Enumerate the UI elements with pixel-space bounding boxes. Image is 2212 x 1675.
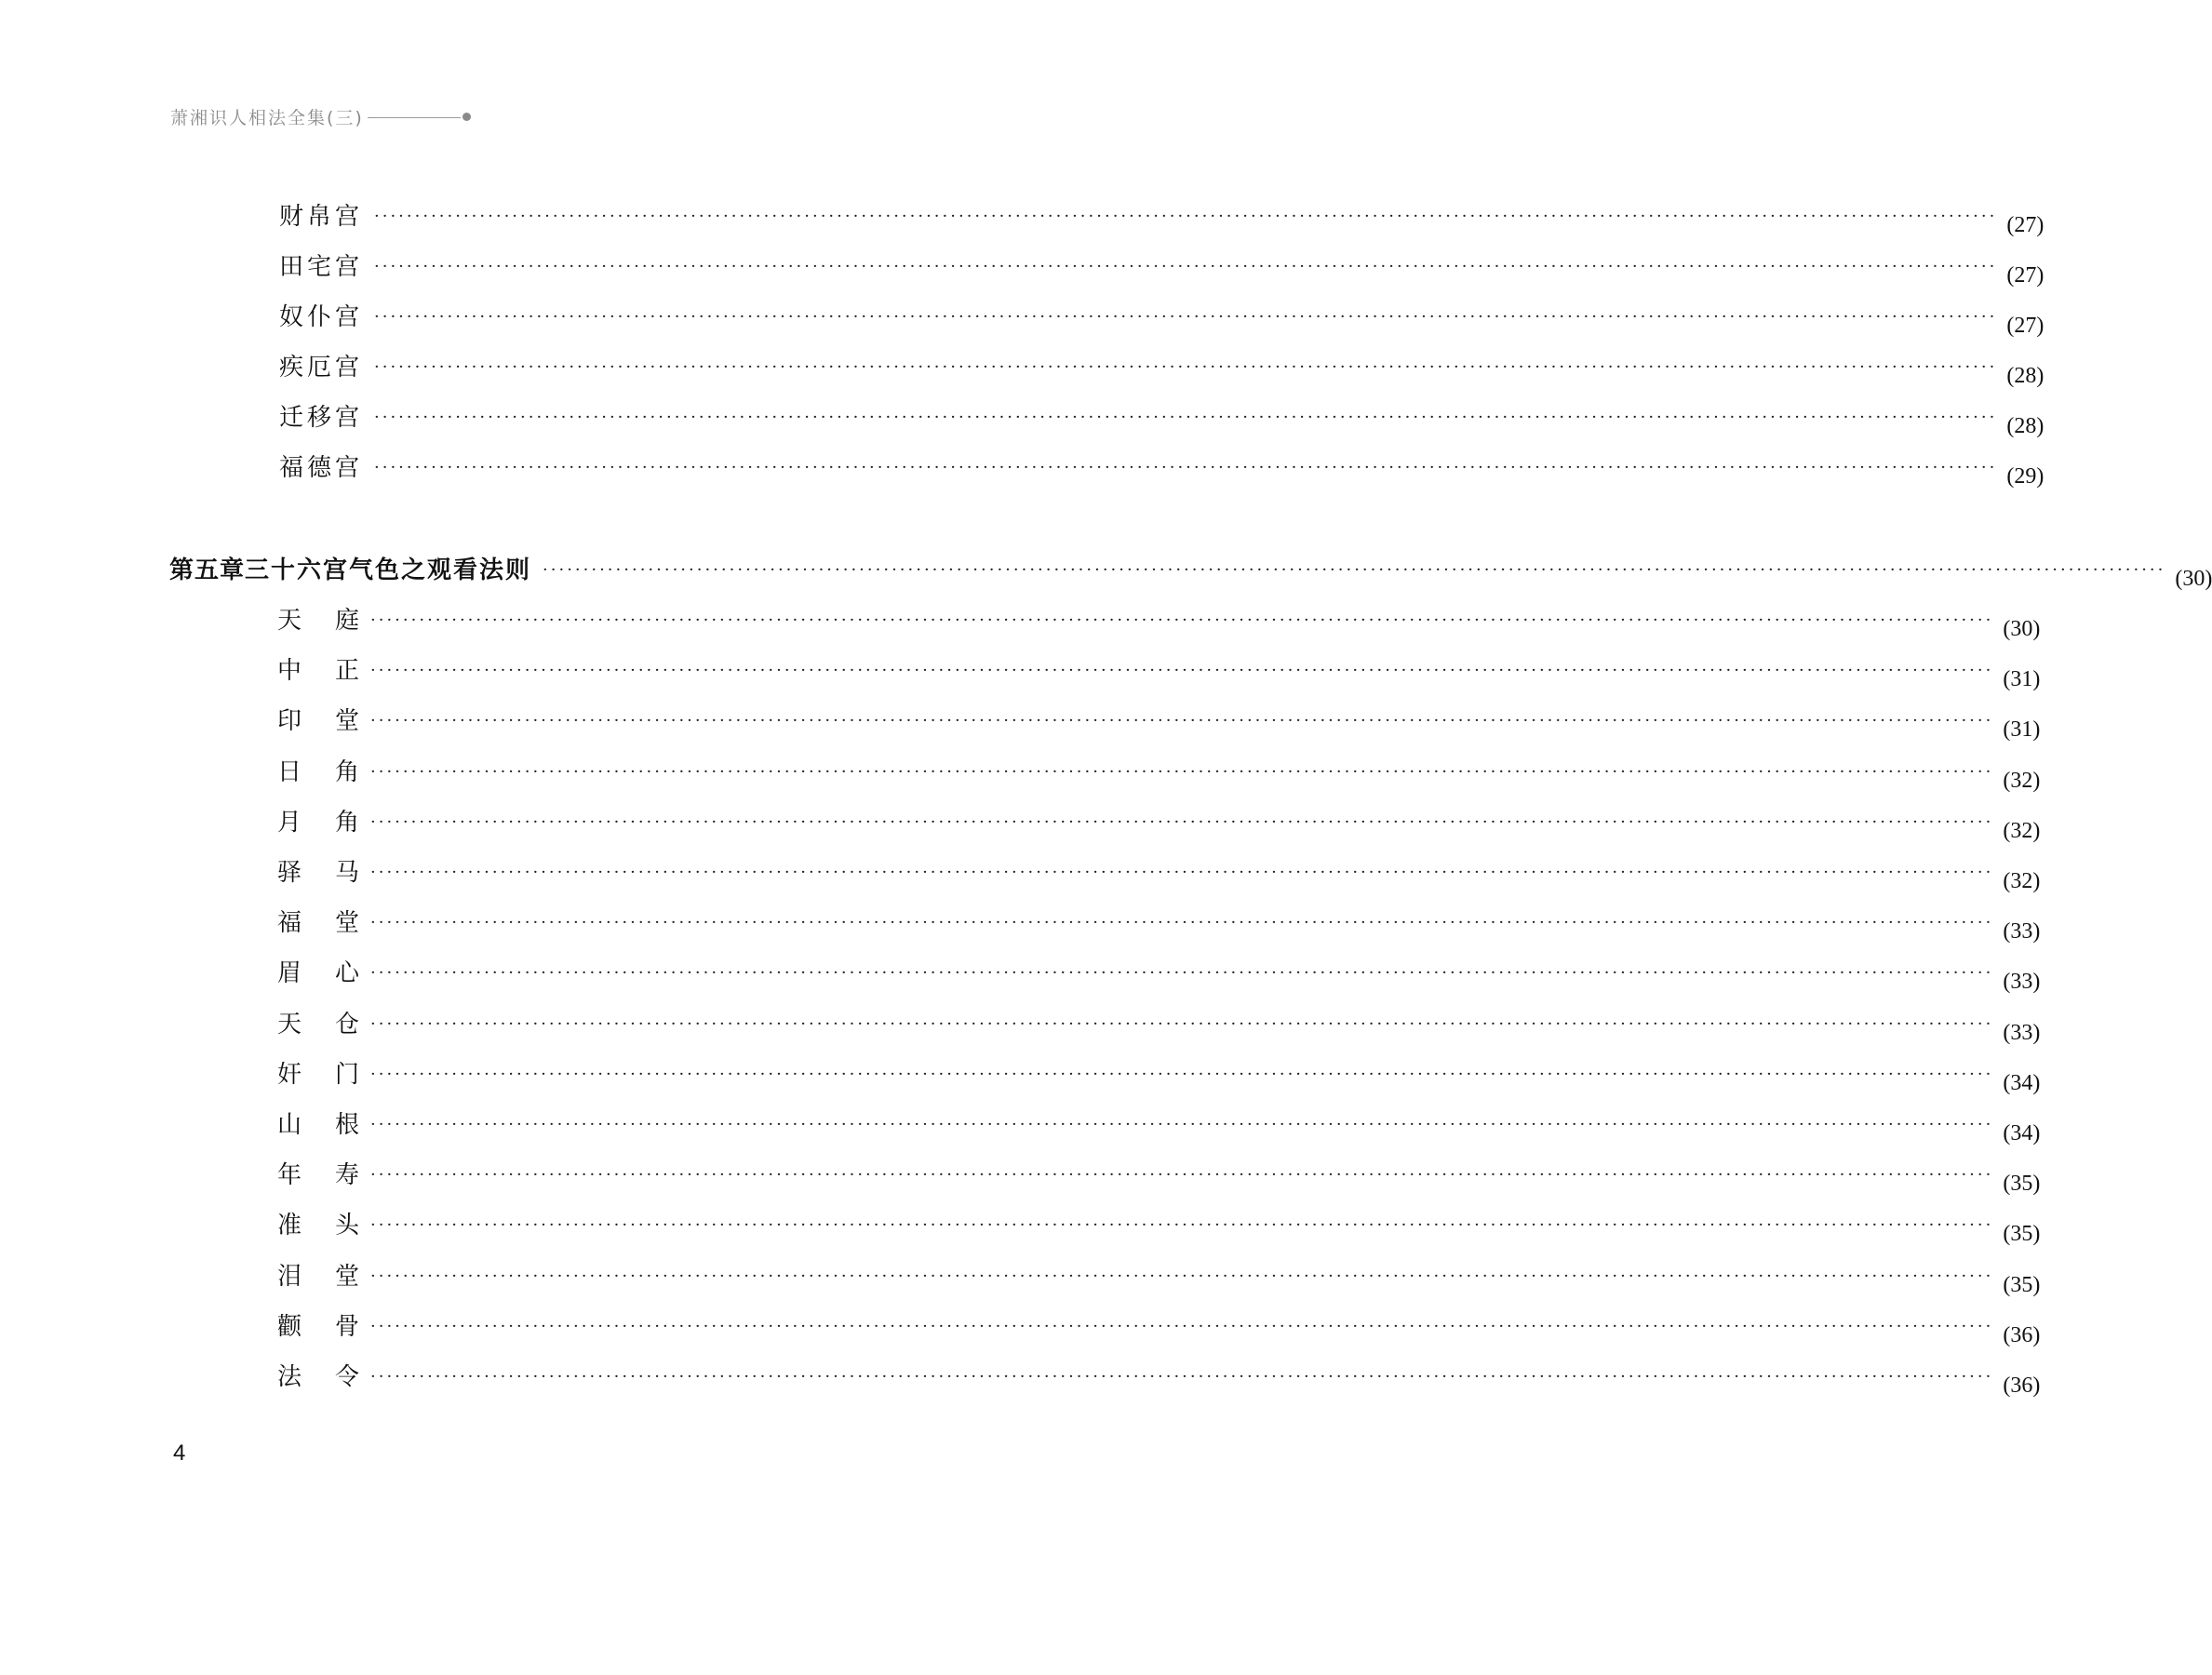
toc-entry-page: (33)	[2003, 919, 2041, 945]
toc-entry-title-char: 福	[277, 909, 302, 938]
toc-entry-page: (31)	[2003, 667, 2041, 692]
toc-entry-title-char: 角	[335, 808, 360, 837]
toc-entry-title-char: 天	[277, 607, 302, 635]
dot-leader: ········································································································································································································	[370, 1266, 1994, 1286]
toc-entry[interactable]	[279, 298, 2044, 338]
toc-entry-title	[277, 954, 359, 988]
toc-entry-title	[277, 803, 359, 838]
toc-entry[interactable]	[277, 1206, 2041, 1247]
toc-entry[interactable]	[279, 398, 2044, 438]
toc-entry-page: (29)	[2006, 464, 2044, 489]
toc-entry-title	[277, 651, 359, 686]
toc-entry-page: (32)	[2003, 869, 2041, 893]
dot-leader: ········································································································································································································	[370, 661, 1994, 681]
dot-leader: ········································································································································································································	[370, 711, 1994, 731]
toc-entry-page: (34)	[2003, 1121, 2041, 1146]
toc-entry-title-char: 马	[335, 859, 360, 887]
dot-leader: ········································································································································································································	[370, 1215, 1994, 1236]
toc-entry[interactable]	[277, 904, 2041, 945]
toc-entry-title-char: 堂	[335, 909, 360, 938]
dot-leader: ········································································································································································································	[374, 357, 1998, 377]
toc-entry-title	[277, 853, 359, 888]
toc-entry-page: (32)	[2003, 818, 2041, 843]
toc-entry-title-char: 驿	[277, 859, 302, 887]
toc-entry[interactable]	[277, 1358, 2041, 1398]
toc-entry-title: 疾厄宫	[279, 354, 364, 382]
dot-leader: ········································································································································································································	[370, 761, 1994, 782]
toc-entry-title-char: 日	[277, 757, 302, 786]
toc-entry-title	[277, 1106, 359, 1140]
header-dot-ornament	[463, 113, 471, 121]
toc-entry[interactable]	[277, 702, 2041, 743]
toc-entry-title	[277, 1005, 359, 1039]
toc-entry-title: 迁移宫	[279, 404, 364, 432]
toc-entry-title: 田宅宫	[279, 253, 364, 281]
toc-entry-title	[277, 1206, 359, 1240]
dot-leader: ········································································································································································································	[543, 560, 2166, 580]
toc-entry[interactable]	[277, 853, 2041, 893]
toc-entry-title-char: 泪	[277, 1262, 302, 1291]
toc-entry[interactable]	[277, 803, 2041, 843]
toc-entry[interactable]	[277, 753, 2041, 793]
header-rule	[368, 117, 461, 118]
toc-entry[interactable]	[277, 1106, 2041, 1146]
toc-entry-title-char: 寿	[335, 1161, 360, 1190]
toc-entry[interactable]	[279, 248, 2044, 288]
dot-leader: ········································································································································································································	[374, 257, 1998, 276]
toc-entry-page: (27)	[2006, 263, 2044, 288]
dot-leader: ········································································································································································································	[374, 458, 1998, 477]
chapter-heading[interactable]	[169, 551, 2212, 591]
toc-entry-title: 奴仆宫	[279, 303, 364, 331]
toc-entry-page: (33)	[2003, 970, 2041, 995]
chapter-label: 第五章	[169, 556, 246, 584]
toc-entry[interactable]	[277, 651, 2041, 692]
dot-leader: ········································································································································································································	[374, 307, 1998, 327]
toc-entry-title-char: 骨	[335, 1312, 360, 1341]
dot-leader: ········································································································································································································	[374, 207, 1998, 226]
toc-entry-title-char: 法	[277, 1363, 302, 1391]
toc-entry-page: (32)	[2003, 768, 2041, 793]
toc-entry-title	[277, 1156, 359, 1190]
chapter-title: 三十六宫气色之观看法则	[245, 556, 532, 584]
toc-entry-title-char: 眉	[277, 959, 302, 988]
toc-entry-page: (36)	[2003, 1322, 2041, 1347]
toc-entry-page: (35)	[2003, 1172, 2041, 1197]
toc-entry-page: (35)	[2003, 1222, 2041, 1247]
toc-entry[interactable]	[279, 348, 2044, 388]
toc-entry-title-char: 天	[277, 1010, 302, 1038]
toc-entry-title-char: 门	[335, 1060, 360, 1089]
dot-leader: ········································································································································································································	[374, 408, 1998, 427]
toc-entry-page: (31)	[2003, 717, 2041, 743]
dot-leader: ········································································································································································································	[370, 863, 1994, 882]
toc-entry-title-char: 庭	[335, 607, 360, 635]
toc-entry-title	[277, 1055, 359, 1090]
dot-leader: ········································································································································································································	[370, 1316, 1994, 1336]
dot-leader: ········································································································································································································	[370, 610, 1994, 630]
dot-leader: ········································································································································································································	[370, 1165, 1994, 1186]
toc-entry-title	[277, 601, 359, 636]
toc-entry[interactable]	[277, 601, 2041, 641]
toc-entry[interactable]	[277, 1307, 2041, 1347]
toc-entry-title: 福德宫	[279, 454, 364, 482]
toc-entry-title-char: 心	[335, 959, 360, 988]
dot-leader: ········································································································································································································	[370, 1013, 1994, 1034]
toc-entry-page: (33)	[2003, 1020, 2041, 1045]
toc-entry-page: (27)	[2006, 213, 2044, 237]
dot-leader: ········································································································································································································	[370, 963, 1994, 984]
toc-entry-page: (28)	[2006, 364, 2044, 388]
toc-entry-title-char: 山	[277, 1111, 302, 1139]
toc-entry-page: (27)	[2006, 314, 2044, 338]
toc-entry-title	[277, 753, 359, 787]
toc-entry-title	[277, 1257, 359, 1292]
toc-entry-title-char: 根	[335, 1111, 360, 1139]
toc-entry[interactable]	[279, 197, 2044, 237]
toc-entry-title: 财帛宫	[279, 203, 364, 231]
toc-entry[interactable]	[277, 1055, 2041, 1095]
toc-entry-title-char: 令	[335, 1363, 360, 1391]
toc-entry-title-char: 头	[335, 1212, 360, 1240]
page-number: 4	[173, 1440, 186, 1466]
toc-entry-title	[277, 1358, 359, 1392]
toc-entry[interactable]	[277, 1156, 2041, 1197]
running-title: 萧湘识人相法全集(三)	[170, 108, 364, 128]
toc-entry-title-char: 仓	[335, 1010, 360, 1038]
toc-entry-title-char: 年	[277, 1161, 302, 1190]
dot-leader: ········································································································································································································	[370, 913, 1994, 933]
toc-entry-title-char: 正	[335, 657, 360, 686]
dot-leader: ········································································································································································································	[370, 811, 1994, 832]
dot-leader: ········································································································································································································	[370, 1367, 1994, 1387]
toc-entry-page: (36)	[2003, 1374, 2041, 1398]
toc-entry-title-char: 角	[335, 757, 360, 786]
chapter-page: (30)	[2175, 567, 2212, 591]
toc-entry-title-char: 堂	[335, 707, 360, 736]
toc-entry-title-char: 颧	[277, 1312, 302, 1341]
toc-entry-page: (34)	[2003, 1070, 2041, 1095]
dot-leader: ········································································································································································································	[370, 1115, 1994, 1134]
toc-entry-title-char: 准	[277, 1212, 302, 1240]
toc-entry[interactable]	[279, 449, 2044, 489]
toc-entry-title-char: 中	[277, 657, 302, 686]
toc-entry-title-char: 月	[277, 808, 302, 837]
toc-entry-title	[277, 904, 359, 938]
toc-entry[interactable]	[277, 1257, 2041, 1297]
running-header	[170, 104, 471, 129]
dot-leader: ········································································································································································································	[370, 1064, 1994, 1084]
toc-entry[interactable]	[277, 1005, 2041, 1045]
toc-entry[interactable]	[277, 954, 2041, 995]
toc-entry-page: (28)	[2006, 414, 2044, 438]
toc-entry-title	[277, 1307, 359, 1342]
toc-entry-title-char: 奸	[277, 1060, 302, 1089]
toc-entry-title-char: 堂	[335, 1262, 360, 1291]
toc-entry-page: (30)	[2003, 617, 2041, 641]
toc-entry-page: (35)	[2003, 1272, 2041, 1297]
toc-entry-title-char: 印	[277, 707, 302, 736]
toc-entry-title	[277, 702, 359, 736]
